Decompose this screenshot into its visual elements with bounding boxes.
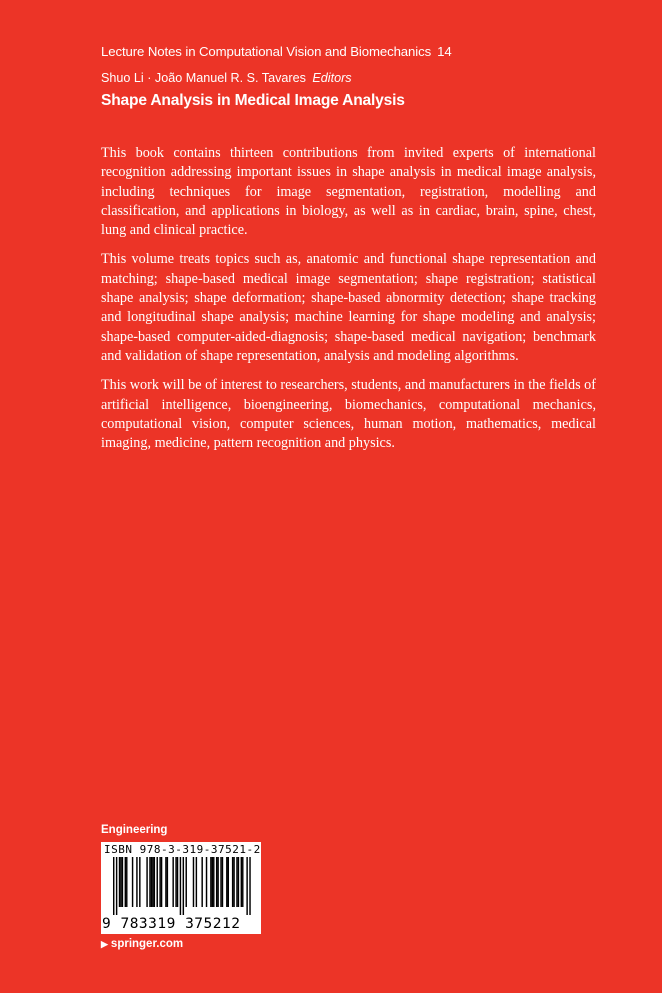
- barcode-bar: [222, 857, 223, 907]
- barcode-bar: [120, 857, 121, 907]
- barcode-bar: [139, 857, 140, 907]
- barcode-bar: [226, 857, 227, 907]
- barcode-bar: [183, 857, 184, 915]
- barcode-bar: [113, 857, 114, 915]
- barcode-bar: [206, 857, 207, 907]
- isbn-barcode-box: [101, 842, 261, 934]
- subject-category: Engineering: [101, 824, 168, 836]
- barcode-bar: [242, 857, 243, 907]
- barcode-bar: [212, 857, 213, 907]
- barcode-bar: [186, 857, 187, 907]
- description-paragraph: This work will be of interest to researchers, students, and manufacturers in the fields of artificial intelligence, bioengineering, biomechanics, computational mechanics, computational vision, computer sciences, human motion, mathematics, medical imaging, medicine, pattern recognition and physics.: [101, 377, 596, 452]
- barcode-bar: [236, 857, 237, 907]
- editors-role: Editors: [312, 71, 352, 85]
- barcode-image: [113, 857, 251, 915]
- editor-names: Shuo Li · João Manuel R. S. Tavares: [101, 71, 306, 85]
- barcode-bar: [172, 857, 173, 907]
- barcode-bar: [154, 857, 155, 907]
- barcode-bar: [126, 857, 127, 907]
- barcode-bar: [228, 857, 229, 907]
- publisher-link[interactable]: [101, 938, 183, 950]
- barcode-bar: [116, 857, 117, 915]
- ean-digits: 9 783319 375212: [102, 916, 241, 932]
- barcode-bar: [152, 857, 153, 907]
- barcode-bar: [217, 857, 218, 907]
- barcode-bar: [196, 857, 197, 907]
- barcode-bar: [146, 857, 147, 907]
- barcode-bar: [210, 857, 211, 907]
- series-number: 14: [437, 44, 452, 59]
- barcode-bar: [159, 857, 160, 907]
- publisher-url: springer.com: [110, 938, 184, 950]
- barcode-bar: [201, 857, 202, 907]
- barcode-bar: [213, 857, 214, 907]
- barcode-bar: [136, 857, 137, 907]
- book-description: [101, 144, 596, 463]
- barcode-bar: [216, 857, 217, 907]
- barcode-bar: [132, 857, 133, 907]
- isbn-label: ISBN 978-3-319-37521-2: [104, 843, 261, 856]
- barcode-bar: [175, 857, 176, 907]
- description-paragraph: This volume treats topics such as, anatomic and functional shape representation and matching; shape-based medical image segmentation; shape registration; statistical shape analysis; shape deformation; shape-based abnormity detection; shape tracking and longitudinal shape analysis; machine learning for shape modeling and analysis; shape-based computer-aided-diagnosis; shape-based medical navigation; benchmark and validation of shape representation, analysis and modeling algorithms.: [101, 251, 596, 364]
- barcode-bar: [122, 857, 123, 907]
- barcode-bar: [233, 857, 234, 907]
- barcode-bar: [157, 857, 158, 907]
- barcode-bar: [151, 857, 152, 907]
- barcode-bar: [241, 857, 242, 907]
- barcode-bar: [220, 857, 221, 907]
- barcode-bar: [177, 857, 178, 907]
- barcode-bar: [193, 857, 194, 907]
- barcode-bar: [165, 857, 166, 907]
- barcode-bar: [161, 857, 162, 907]
- barcode-bar: [232, 857, 233, 907]
- series-name: Lecture Notes in Computational Vision and Biomechanics: [101, 44, 432, 59]
- series-title: [101, 44, 452, 59]
- editors-line: [101, 71, 352, 85]
- barcode-bar: [180, 857, 181, 915]
- barcode-bar: [238, 857, 239, 907]
- description-paragraph: This book contains thirteen contributions from invited experts of international recognition addressing important issues in shape analysis in medical image analysis, including techniques for image segmentation, registration, modelling and classification, and applications in biology, as well as in cardiac, brain, spine, chest, lung and clinical practice.: [101, 145, 596, 239]
- barcode-bar: [249, 857, 250, 915]
- barcode-bar: [119, 857, 120, 907]
- barcode-bar: [246, 857, 247, 915]
- triangle-arrow-icon: ▶: [101, 939, 108, 949]
- barcode-bar: [149, 857, 150, 907]
- book-title: Shape Analysis in Medical Image Analysis: [101, 92, 405, 109]
- barcode-bar: [125, 857, 126, 907]
- barcode-bar: [167, 857, 168, 907]
